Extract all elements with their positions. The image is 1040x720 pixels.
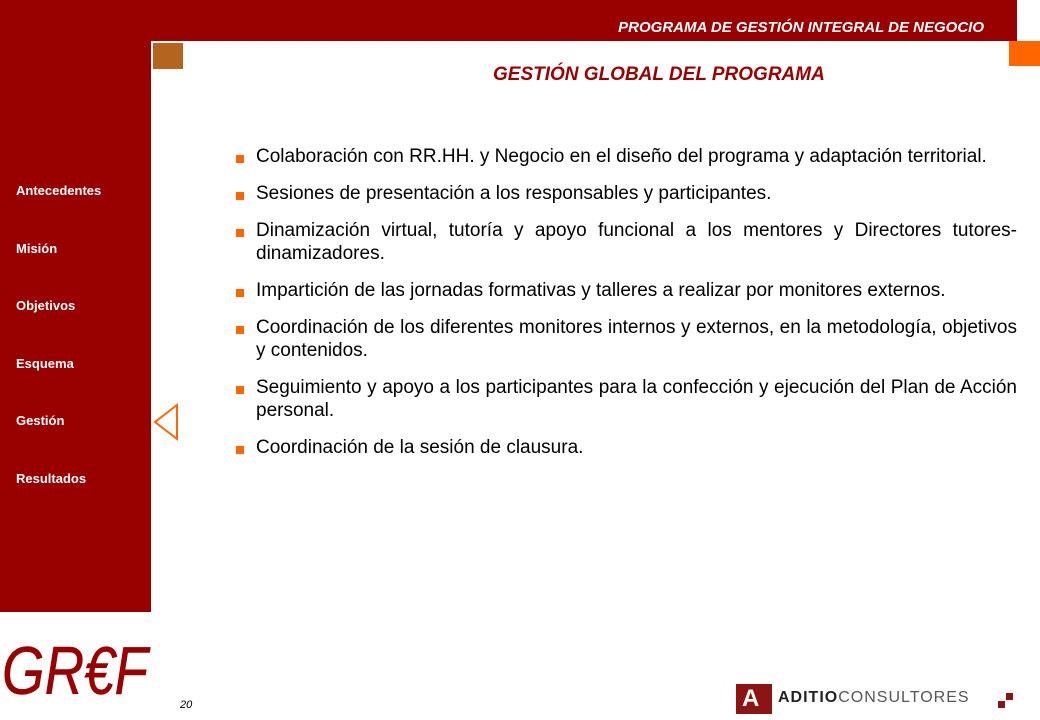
list-item-text: Seguimiento y apoyo a los participantes para la confección y ejecución del Plan de Acción personal. [256, 377, 1017, 421]
page-number: 20 [180, 699, 193, 711]
gref-logo [2, 633, 152, 709]
square-bullet-icon [236, 386, 244, 394]
list-item-text: Sesiones de presentación a los responsables y participantes. [256, 183, 772, 204]
square-bullet-icon [236, 446, 244, 454]
list-item-text: Impartición de las jornadas formativas y talleres a realizar por monitores externos. [256, 280, 946, 301]
list-item [236, 436, 1017, 459]
list-item [236, 316, 1017, 362]
sidebar-item-objetivos[interactable]: Objetivos [16, 298, 76, 313]
square-bullet-icon [236, 229, 244, 237]
square-bullet-icon [236, 192, 244, 200]
list-item-text: Colaboración con RR.HH. y Negocio en el diseño del programa y adaptación territorial. [256, 146, 987, 167]
sidebar-item-esquema[interactable]: Esquema [16, 356, 74, 371]
aditio-wordmark [778, 689, 970, 707]
aditio-name-bold: ADITIO [778, 689, 839, 706]
square-bullet-icon [236, 155, 244, 163]
left-triangle-marker-icon [153, 403, 179, 441]
square-bullet-icon [236, 326, 244, 334]
page-title: GESTIÓN GLOBAL DEL PROGRAMA [493, 64, 825, 85]
sidebar-item-gestion[interactable]: Gestión [16, 413, 65, 428]
list-item-text: Dinamización virtual, tutoría y apoyo funcional a los mentores y Directores tutores-dinamizadores. [256, 220, 1017, 264]
program-title: PROGRAMA DE GESTIÓN INTEGRAL DE NEGOCIO [618, 19, 984, 36]
list-item-text: Coordinación de la sesión de clausura. [256, 437, 584, 458]
list-item [236, 145, 1017, 168]
sidebar-item-mision[interactable]: Misión [16, 241, 58, 256]
list-item-text: Coordinación de los diferentes monitores internos y externos, en la metodología, objetivos y contenidos. [256, 317, 1017, 361]
logo-dot [1006, 693, 1013, 700]
header-bar [151, 0, 1017, 41]
aditio-mark-letter: A [742, 685, 760, 712]
list-item [236, 182, 1017, 205]
sidebar-item-antecedentes[interactable]: Antecedentes [16, 183, 102, 198]
list-item [236, 376, 1017, 422]
sidebar-item-resultados[interactable]: Resultados [16, 471, 87, 486]
svg-text:GR€F: GR€F [2, 633, 151, 709]
corner-square-decoration [153, 43, 183, 69]
square-bullet-icon [236, 289, 244, 297]
aditio-mark [736, 684, 772, 714]
logo-dot [998, 701, 1005, 708]
list-item [236, 219, 1017, 265]
list-item [236, 279, 1017, 302]
bullet-list [236, 145, 1017, 473]
aditio-name-rest: CONSULTORES [838, 689, 970, 706]
corner-square-decoration [1009, 41, 1040, 66]
aditio-logo [736, 684, 1020, 714]
